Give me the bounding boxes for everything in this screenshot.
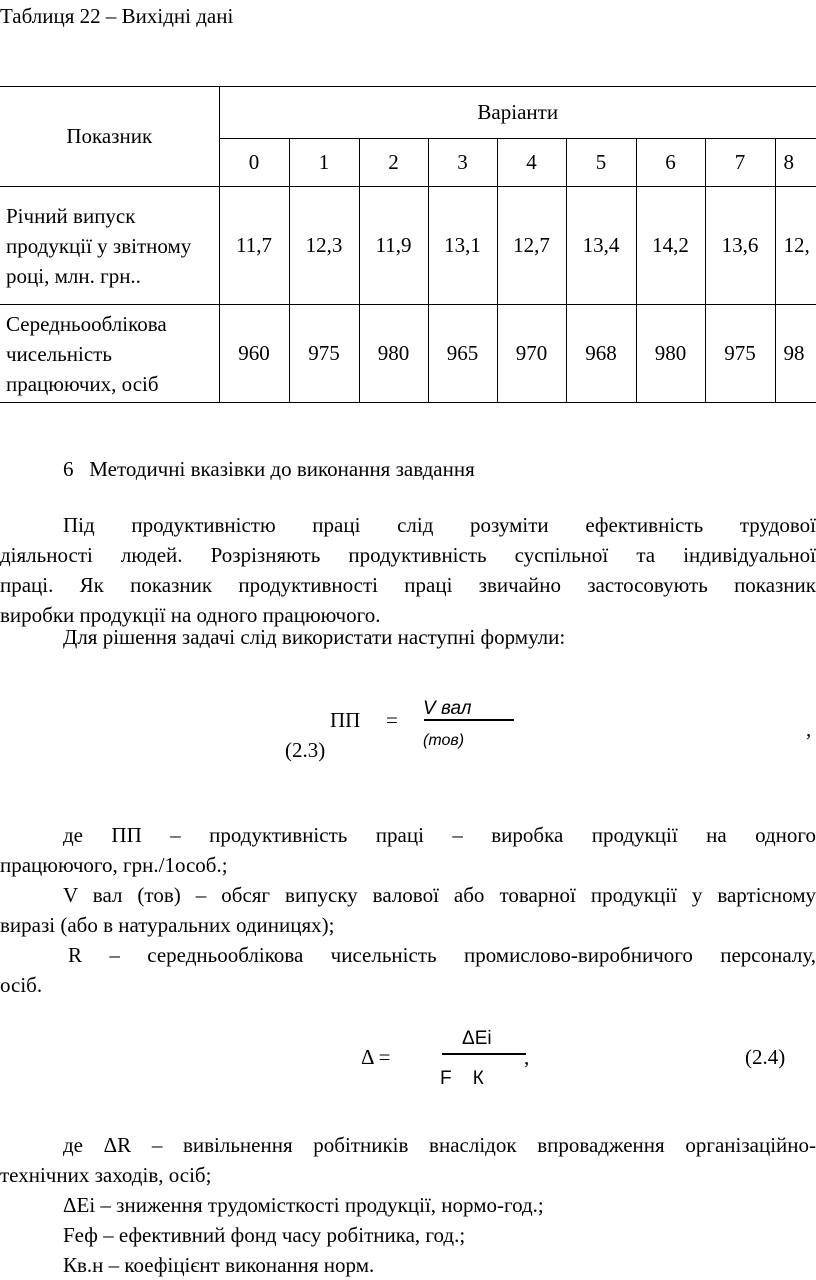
definition-line: ΔЕі – зниження трудомісткості продукції, нормо-год.; — [63, 1193, 544, 1217]
definition-line: де ΔR – вивільнення робітників внаслідок впровадження організаційно- — [63, 1133, 816, 1157]
formula-2-4-denominator-clip — [440, 1068, 530, 1089]
variant-number: 7 — [705, 139, 775, 187]
table-cell: 11,7 — [219, 187, 289, 305]
table-cell: 13,6 — [705, 187, 775, 305]
variant-number: 5 — [566, 139, 636, 187]
definition-line: V вал (тов) – обсяг випуску валової або товарної продукції у вартісному — [63, 883, 816, 907]
variant-number: 2 — [359, 139, 428, 187]
table-cell: 975 — [705, 305, 775, 403]
table-cell: 12,7 — [497, 187, 566, 305]
definition-line: Fеф – ефективний фонд часу робітника, год.; — [63, 1223, 466, 1247]
definition-line: виразі (або в натуральних одиницях); — [0, 913, 335, 937]
formula-2-4-denominator: F К — [440, 1068, 484, 1089]
formula-2-4-numerator: ΔЕі — [462, 1028, 492, 1049]
paragraph-line: Під продуктивністю праці слід розуміти ефективність трудової — [63, 513, 816, 537]
formula-2-3-numerator: V вал — [423, 698, 472, 719]
header-indicator: Показник — [0, 87, 219, 187]
section-title: 6 Методичні вказівки до виконання завдання — [63, 457, 475, 481]
table-cell: 12, — [775, 187, 816, 305]
formula-2-4-fraction-bar — [442, 1053, 526, 1055]
intro-paragraph — [0, 510, 816, 630]
formula-2-4-comma: , — [524, 1045, 530, 1069]
table-cell: 965 — [428, 305, 497, 403]
table-cell: 98 — [775, 305, 816, 403]
definition-line: R – середньооблікова чисельність промислово-виробничого персоналу, — [68, 943, 816, 967]
definition-line: осіб. — [0, 973, 43, 997]
formula-2-3-lhs: ПП — [330, 708, 361, 732]
formula-2-4-number: (2.4) — [745, 1045, 786, 1069]
paragraph-line: виробки продукції на одного працюючого. — [0, 603, 381, 627]
variant-number: 4 — [497, 139, 566, 187]
row-label-headcount: Середньооблікова чисельність працюючих, осіб — [0, 305, 219, 403]
table-cell: 12,3 — [289, 187, 359, 305]
variant-number: 1 — [289, 139, 359, 187]
row-label-annual-output: Річний випуск продукції у звітному році, млн. грн.. — [0, 187, 219, 305]
variant-number: 8 — [775, 139, 816, 187]
formula-2-3-comma: , — [806, 717, 812, 741]
header-variants: Варіанти — [219, 87, 816, 139]
table-cell: 975 — [289, 305, 359, 403]
table-cell: 980 — [359, 305, 428, 403]
formulas-intro: Для рішення задачі слід використати наступні формули: — [63, 625, 566, 649]
paragraph-line: праці. Як показник продуктивності праці звичайно застосовують показник — [0, 573, 816, 597]
paragraph-line: діяльності людей. Розрізняють продуктивність суспільної та індивідуальної — [0, 543, 816, 567]
table-caption: Таблиця 22 – Вихідні дані — [0, 4, 234, 28]
table-cell: 970 — [497, 305, 566, 403]
table-cell: 13,1 — [428, 187, 497, 305]
formula-2-3-fraction-bar — [424, 719, 514, 721]
formula-2-3-equals: = — [386, 708, 398, 732]
table-cell: 14,2 — [636, 187, 705, 305]
table-cell: 980 — [636, 305, 705, 403]
formula-2-3-denominator: (тов) — [423, 732, 465, 749]
table-cell: 11,9 — [359, 187, 428, 305]
definition-line: де ПП – продуктивність праці – виробка продукції на одного — [63, 823, 816, 847]
formula-2-3-number: (2.3) — [285, 738, 326, 762]
table-cell: 968 — [566, 305, 636, 403]
definition-line: технічних заходів, осіб; — [0, 1163, 212, 1187]
definitions-formula-2-3 — [0, 820, 816, 1000]
variant-number: 6 — [636, 139, 705, 187]
source-data-table — [0, 86, 816, 403]
table-cell: 960 — [219, 305, 289, 403]
definition-line: Кв.н – коефіцієнт виконання норм. — [63, 1253, 375, 1277]
formula-2-4-lhs: Δ = — [361, 1045, 391, 1069]
variant-number: 0 — [219, 139, 289, 187]
definition-line: працюючого, грн./1особ.; — [0, 853, 228, 877]
table-cell: 13,4 — [566, 187, 636, 305]
definitions-formula-2-4 — [0, 1130, 816, 1280]
variant-number: 3 — [428, 139, 497, 187]
